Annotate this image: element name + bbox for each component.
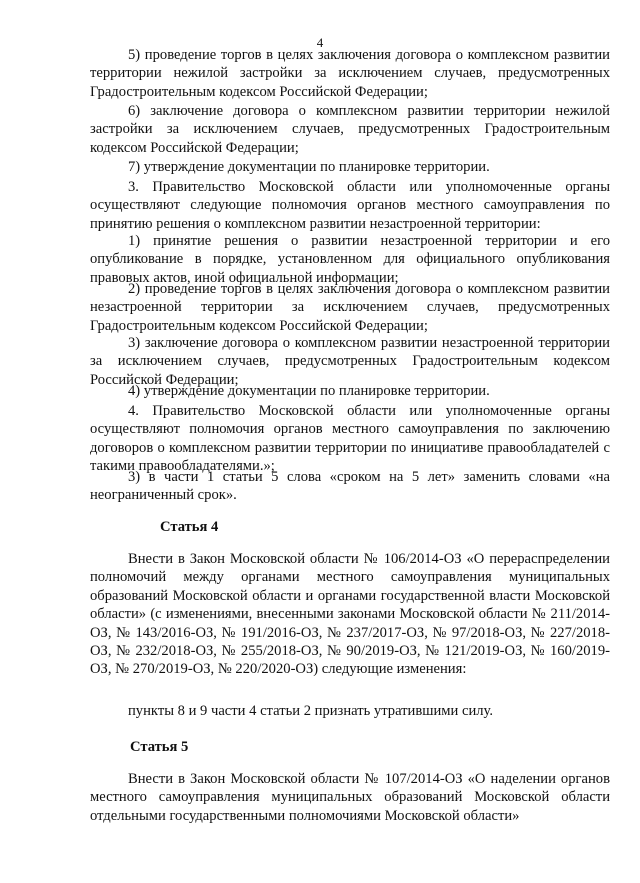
paragraph-item-5: 5) проведение торгов в целях заключения договора о комплексном развитии территории нежилой застройки за исключением случаев, предусмотренных Градостроительным кодексом Российской Федерации; (90, 47, 610, 100)
paragraph-part-3-item-1: 1) принятие решения о развитии незастроенной территории и его опубликование в порядке, установленном для официального опубликования правовых актов, иной официальной информации; (90, 233, 610, 286)
article-4-text: Внести в Закон Московской области № 106/2014-ОЗ «О перераспределении полномочий между органами местного самоуправления муниципальных образований Московской области и органами государственной власти Московской области» (с изменениями, внесенными законами Московской области № 211/2014-ОЗ, № 143/2016-ОЗ, № 191/2016-ОЗ, № 237/2017-ОЗ, № 97/2018-ОЗ, № 227/2018-ОЗ, № 232/2018-ОЗ, № 255/2018-ОЗ, № 90/2019-ОЗ, № 121/2019-ОЗ, № 160/2019-ОЗ, № 270/2019-ОЗ, № 220/2020-ОЗ) следующие изменения: (90, 551, 610, 678)
article-5-text: Внести в Закон Московской области № 107/2014-ОЗ «О наделении органов местного самоуправления муниципальных образований Московской области отдельными государственными полномочиями Московской области» (90, 771, 610, 824)
paragraph-article-5-change: 3) в части 1 статьи 5 слова «сроком на 5 лет» заменить словами «на неограниченный срок». (90, 469, 610, 504)
paragraph-part-4: 4. Правительство Московской области или уполномоченные органы осуществляют полномочия органов местного самоуправления по заключению договоров о комплексном развитии территории по инициативе правообладателей с такими правообладателями.»; (90, 403, 610, 475)
paragraph-part-3-item-4: 4) утверждение документации по планировке территории. (128, 383, 490, 399)
paragraph-item-7: 7) утверждение документации по планировке территории. (128, 159, 490, 175)
paragraph-part-3: 3. Правительство Московской области или уполномоченные органы осуществляют следующие полномочия органов местного самоуправления по принятию решения о комплексном развитии незастроенной территории: (90, 179, 610, 232)
paragraph-part-3-item-2: 2) проведение торгов в целях заключения договора о комплексном развитии незастроенной территории за исключением случаев, предусмотренных Градостроительным кодексом Российской Федерации; (90, 281, 610, 334)
article-5-heading: Статья 5 (130, 739, 189, 755)
paragraph-item-6: 6) заключение договора о комплексном развитии территории нежилой застройки за исключением случаев, предусмотренных Градостроительным кодексом Российской Федерации; (90, 103, 610, 156)
paragraph-part-3-item-3: 3) заключение договора о комплексном развитии незастроенной территории за исключением случаев, предусмотренных Градостроительным кодексом Российской Федерации; (90, 335, 610, 388)
article-4-heading: Статья 4 (160, 519, 219, 535)
article-4-item: пункты 8 и 9 части 4 статьи 2 признать утратившими силу. (128, 703, 494, 719)
page-number: 4 (316, 35, 324, 50)
